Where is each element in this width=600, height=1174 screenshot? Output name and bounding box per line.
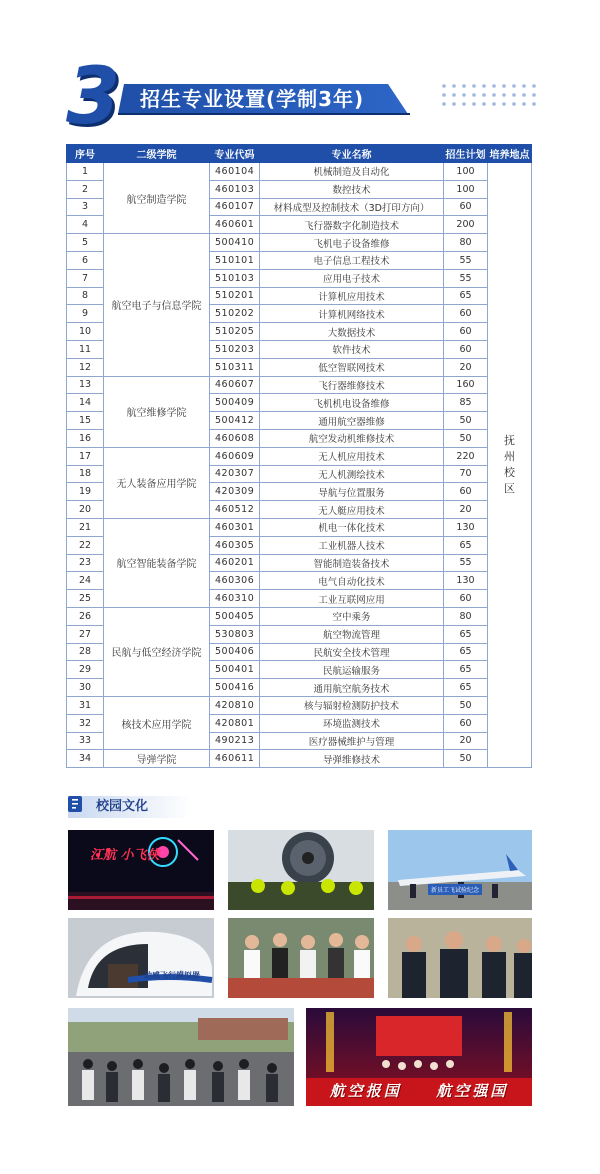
row-number: 20 [67, 501, 104, 519]
major-name: 软件技术 [260, 340, 444, 358]
major-name: 航空物流管理 [260, 625, 444, 643]
header-no: 序号 [67, 145, 104, 163]
major-name: 民航安全技术管理 [260, 643, 444, 661]
college-name: 航空智能装备学院 [104, 518, 210, 607]
enroll-plan: 65 [444, 679, 488, 697]
photo-campus-crowd [68, 1008, 294, 1106]
table-body [67, 163, 532, 768]
major-code: 510101 [210, 251, 260, 269]
college-name: 航空制造学院 [104, 163, 210, 234]
header-code: 专业代码 [210, 145, 260, 163]
training-location [488, 163, 532, 768]
row-number: 25 [67, 590, 104, 608]
majors-table [66, 144, 532, 768]
row-number: 13 [67, 376, 104, 394]
major-code: 460310 [210, 590, 260, 608]
table-row [67, 376, 532, 394]
major-name: 工业互联网应用 [260, 590, 444, 608]
major-code: 500410 [210, 234, 260, 252]
major-name: 环境监测技术 [260, 714, 444, 732]
photo-engine-class [228, 830, 374, 910]
major-name: 计算机应用技术 [260, 287, 444, 305]
row-number: 23 [67, 554, 104, 572]
major-name: 机电一体化技术 [260, 518, 444, 536]
decorative-dot-grid [440, 82, 540, 108]
enroll-plan: 60 [444, 714, 488, 732]
enroll-plan: 50 [444, 696, 488, 714]
enroll-plan: 130 [444, 518, 488, 536]
major-name: 飞机电子设备维修 [260, 234, 444, 252]
major-code: 500405 [210, 607, 260, 625]
row-number: 4 [67, 216, 104, 234]
table-row [67, 696, 532, 714]
major-code: 530803 [210, 625, 260, 643]
major-name: 应用电子技术 [260, 269, 444, 287]
banner-text: 新员工飞试验纪念 [428, 884, 482, 895]
row-number: 9 [67, 305, 104, 323]
enroll-plan: 65 [444, 625, 488, 643]
row-number: 30 [67, 679, 104, 697]
enroll-plan: 50 [444, 412, 488, 430]
row-number: 15 [67, 412, 104, 430]
major-code: 460107 [210, 198, 260, 216]
major-code: 500406 [210, 643, 260, 661]
major-code: 500409 [210, 394, 260, 412]
enroll-plan: 100 [444, 163, 488, 181]
major-name: 空中乘务 [260, 607, 444, 625]
enroll-plan: 60 [444, 590, 488, 608]
row-number: 5 [67, 234, 104, 252]
enroll-plan: 60 [444, 340, 488, 358]
enroll-plan: 70 [444, 465, 488, 483]
enroll-plan: 80 [444, 607, 488, 625]
row-number: 2 [67, 180, 104, 198]
section-number: 3 [66, 52, 121, 142]
slogan-text [306, 1080, 532, 1101]
major-code: 420307 [210, 465, 260, 483]
enroll-plan: 55 [444, 251, 488, 269]
enroll-plan: 60 [444, 198, 488, 216]
section-title: 招生专业设置(学制3年) [140, 87, 365, 111]
enroll-plan: 50 [444, 429, 488, 447]
row-number: 10 [67, 323, 104, 341]
row-number: 21 [67, 518, 104, 536]
major-code: 460607 [210, 376, 260, 394]
row-number: 1 [67, 163, 104, 181]
college-name: 无人装备应用学院 [104, 447, 210, 518]
enroll-plan: 200 [444, 216, 488, 234]
major-name: 核与辐射检测防护技术 [260, 696, 444, 714]
major-name: 通用航空航务技术 [260, 679, 444, 697]
row-number: 14 [67, 394, 104, 412]
row-number: 6 [67, 251, 104, 269]
photo-flight-simulator [68, 918, 214, 998]
enroll-plan: 60 [444, 323, 488, 341]
enroll-plan: 60 [444, 483, 488, 501]
major-code: 510201 [210, 287, 260, 305]
college-name: 核技术应用学院 [104, 696, 210, 749]
college-name: 航空维修学院 [104, 376, 210, 447]
table-header-row [67, 145, 532, 163]
slogan-left: 航空报国 [329, 1082, 402, 1100]
table-row [67, 607, 532, 625]
major-code: 460608 [210, 429, 260, 447]
culture-header [68, 796, 198, 818]
row-number: 34 [67, 750, 104, 768]
major-code: 500401 [210, 661, 260, 679]
enroll-plan: 220 [444, 447, 488, 465]
table-row [67, 234, 532, 252]
major-name: 民航运输服务 [260, 661, 444, 679]
major-name: 低空智联网技术 [260, 358, 444, 376]
enroll-plan: 85 [444, 394, 488, 412]
slogan-right: 航空强国 [436, 1082, 509, 1100]
row-number: 27 [67, 625, 104, 643]
enroll-plan: 160 [444, 376, 488, 394]
row-number: 11 [67, 340, 104, 358]
enroll-plan: 130 [444, 572, 488, 590]
row-number: 12 [67, 358, 104, 376]
major-name: 大数据技术 [260, 323, 444, 341]
major-code: 460512 [210, 501, 260, 519]
major-name: 航空发动机维修技术 [260, 429, 444, 447]
major-name: 导弹维修技术 [260, 750, 444, 768]
enroll-plan: 80 [444, 234, 488, 252]
row-number: 28 [67, 643, 104, 661]
major-code: 460103 [210, 180, 260, 198]
major-code: 460305 [210, 536, 260, 554]
major-code: 460611 [210, 750, 260, 768]
major-code: 420309 [210, 483, 260, 501]
row-number: 7 [67, 269, 104, 287]
major-code: 460609 [210, 447, 260, 465]
major-code: 460201 [210, 554, 260, 572]
row-number: 3 [67, 198, 104, 216]
culture-title: 校园文化 [96, 799, 149, 814]
row-number: 24 [67, 572, 104, 590]
enroll-plan: 20 [444, 501, 488, 519]
major-code: 460104 [210, 163, 260, 181]
major-name: 飞行器维修技术 [260, 376, 444, 394]
section-header [0, 0, 600, 140]
row-number: 18 [67, 465, 104, 483]
major-code: 500416 [210, 679, 260, 697]
major-name: 医疗器械维护与管理 [260, 732, 444, 750]
major-code: 490213 [210, 732, 260, 750]
row-number: 32 [67, 714, 104, 732]
row-number: 26 [67, 607, 104, 625]
drone-show-text: 江航 小飞侠 [90, 848, 160, 863]
major-code: 510202 [210, 305, 260, 323]
major-code: 500412 [210, 412, 260, 430]
college-name: 民航与低空经济学院 [104, 607, 210, 696]
major-name: 飞行器数字化制造技术 [260, 216, 444, 234]
major-name: 无人机测绘技术 [260, 465, 444, 483]
photo-military-training [388, 918, 532, 998]
major-code: 460301 [210, 518, 260, 536]
enroll-plan: 65 [444, 287, 488, 305]
enroll-plan: 20 [444, 732, 488, 750]
book-icon [68, 796, 82, 812]
row-number: 19 [67, 483, 104, 501]
enroll-plan: 65 [444, 661, 488, 679]
major-name: 通用航空器维修 [260, 412, 444, 430]
photo-drone-show [68, 830, 214, 910]
row-number: 22 [67, 536, 104, 554]
enroll-plan: 55 [444, 554, 488, 572]
college-name: 导弹学院 [104, 750, 210, 768]
major-name: 电气自动化技术 [260, 572, 444, 590]
major-code: 460306 [210, 572, 260, 590]
major-name: 计算机网络技术 [260, 305, 444, 323]
row-number: 17 [67, 447, 104, 465]
major-code: 420810 [210, 696, 260, 714]
photo-stage-slogan [306, 1008, 532, 1106]
enroll-plan: 65 [444, 536, 488, 554]
college-name: 航空电子与信息学院 [104, 234, 210, 376]
section-title-band [118, 82, 410, 116]
training-location-text: 抚州校区 [504, 434, 515, 496]
major-code: 420801 [210, 714, 260, 732]
photo-airplane-group [388, 830, 532, 910]
enroll-plan: 65 [444, 643, 488, 661]
enroll-plan: 60 [444, 305, 488, 323]
photo-running-students [228, 918, 374, 998]
major-name: 机械制造及自动化 [260, 163, 444, 181]
enroll-plan: 100 [444, 180, 488, 198]
major-name: 导航与位置服务 [260, 483, 444, 501]
row-number: 29 [67, 661, 104, 679]
table-row [67, 447, 532, 465]
simulator-text: 动感飞行模拟器 [144, 971, 200, 980]
header-plan: 招生计划 [444, 145, 488, 163]
major-name: 材料成型及控制技术（3D打印方向） [260, 198, 444, 216]
table-row [67, 750, 532, 768]
major-name: 智能制造装备技术 [260, 554, 444, 572]
major-code: 510205 [210, 323, 260, 341]
major-name: 工业机器人技术 [260, 536, 444, 554]
enroll-plan: 50 [444, 750, 488, 768]
enroll-plan: 55 [444, 269, 488, 287]
major-code: 510203 [210, 340, 260, 358]
major-name: 飞机机电设备维修 [260, 394, 444, 412]
row-number: 33 [67, 732, 104, 750]
header-major: 专业名称 [260, 145, 444, 163]
major-name: 无人机应用技术 [260, 447, 444, 465]
table-row [67, 163, 532, 181]
major-code: 460601 [210, 216, 260, 234]
major-name: 电子信息工程技术 [260, 251, 444, 269]
row-number: 8 [67, 287, 104, 305]
major-code: 510311 [210, 358, 260, 376]
major-name: 数控技术 [260, 180, 444, 198]
header-location: 培养地点 [488, 145, 532, 163]
row-number: 16 [67, 429, 104, 447]
enroll-plan: 20 [444, 358, 488, 376]
header-college: 二级学院 [104, 145, 210, 163]
major-name: 无人艇应用技术 [260, 501, 444, 519]
major-code: 510103 [210, 269, 260, 287]
row-number: 31 [67, 696, 104, 714]
table-row [67, 518, 532, 536]
